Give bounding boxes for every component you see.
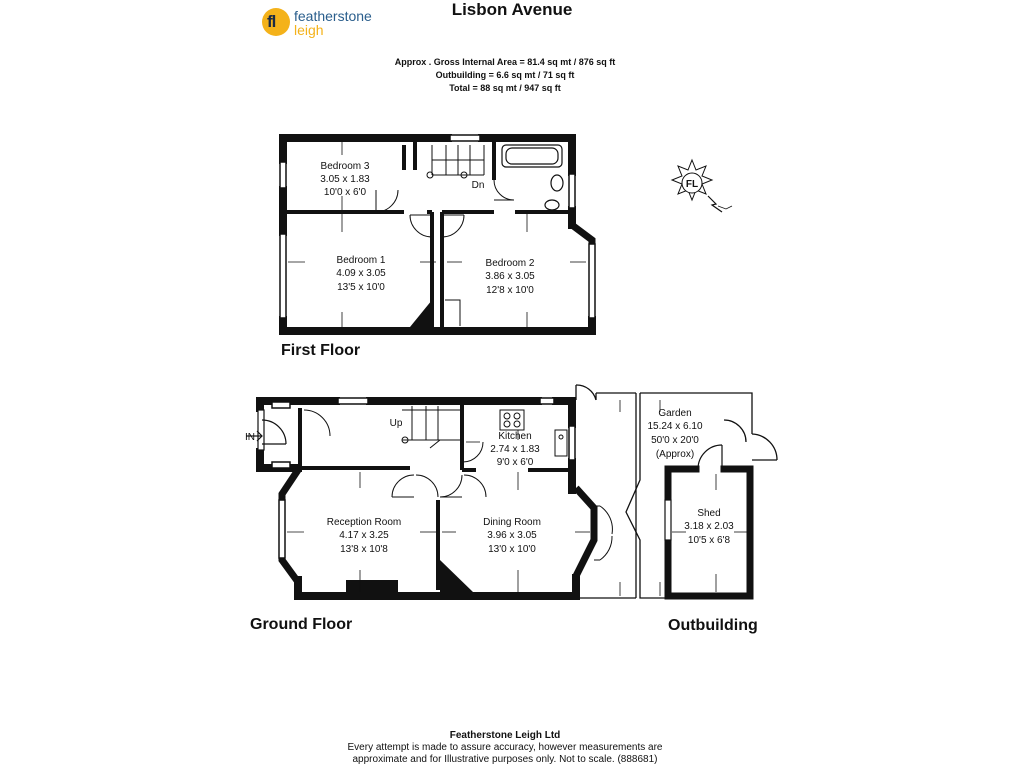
ground-floor-stair-label: Up bbox=[389, 418, 403, 429]
reception-metric: 4.17 x 3.25 bbox=[339, 530, 389, 541]
entrance-label: IN bbox=[245, 432, 255, 443]
ground-floor-plan bbox=[246, 385, 636, 598]
total-area: Total = 88 sq mt / 947 sq ft bbox=[449, 83, 561, 93]
outbuilding-label: Outbuilding bbox=[668, 617, 758, 634]
reception-name: Reception Room bbox=[326, 517, 402, 528]
kitchen-metric: 2.74 x 1.83 bbox=[490, 444, 540, 455]
bedroom1-imperial: 13'5 x 10'0 bbox=[337, 282, 385, 293]
dining-metric: 3.96 x 3.05 bbox=[487, 530, 537, 541]
reception-imperial: 13'8 x 10'8 bbox=[340, 544, 388, 555]
bedroom3-metric: 3.05 x 1.83 bbox=[320, 174, 370, 185]
dining-imperial: 13'0 x 10'0 bbox=[488, 544, 536, 555]
outbuilding-area: Outbuilding = 6.6 sq mt / 71 sq ft bbox=[435, 70, 575, 80]
logo-text-line1: featherstone bbox=[294, 8, 372, 24]
kitchen-name: Kitchen bbox=[498, 431, 532, 442]
bedroom1-name: Bedroom 1 bbox=[336, 255, 386, 266]
ground-floor-label: Ground Floor bbox=[250, 616, 353, 633]
bedroom3-imperial: 10'0 x 6'0 bbox=[323, 187, 367, 198]
footer-disclaimer-line1: Every attempt is made to assure accuracy, however measurements are bbox=[347, 742, 663, 753]
footer-disclaimer-line2: approximate and for Illustrative purposes only. Not to scale. (888681) bbox=[352, 754, 658, 765]
compass-label: FL bbox=[685, 179, 699, 190]
footer-company: Featherstone Leigh Ltd bbox=[449, 730, 561, 741]
garden-metric: 15.24 x 6.10 bbox=[647, 421, 703, 432]
compass-rose bbox=[672, 160, 732, 212]
bedroom2-metric: 3.86 x 3.05 bbox=[485, 271, 535, 282]
garden-imperial: 50'0 x 20'0 bbox=[651, 435, 699, 446]
shed-name: Shed bbox=[697, 508, 721, 519]
logo-text-line2: leigh bbox=[294, 22, 324, 38]
footer bbox=[0, 730, 1010, 766]
bedroom2-imperial: 12'8 x 10'0 bbox=[486, 285, 534, 296]
logo-mark-text: fl bbox=[267, 12, 276, 31]
kitchen-imperial: 9'0 x 6'0 bbox=[496, 457, 534, 468]
bedroom3-name: Bedroom 3 bbox=[320, 161, 370, 172]
dining-name: Dining Room bbox=[483, 517, 541, 528]
shed-metric: 3.18 x 2.03 bbox=[684, 521, 734, 532]
shed-imperial: 10'5 x 6'8 bbox=[687, 535, 731, 546]
garden-name: Garden bbox=[658, 408, 692, 419]
garden-note: (Approx) bbox=[655, 449, 695, 460]
first-floor-stair-label: Dn bbox=[471, 180, 485, 191]
bedroom2-name: Bedroom 2 bbox=[485, 258, 535, 269]
gross-area: Approx . Gross Internal Area = 81.4 sq mt / 876 sq ft bbox=[394, 57, 616, 67]
page-title: Lisbon Avenue bbox=[451, 0, 573, 19]
bedroom1-metric: 4.09 x 3.05 bbox=[336, 268, 386, 279]
first-floor-label: First Floor bbox=[281, 342, 361, 359]
